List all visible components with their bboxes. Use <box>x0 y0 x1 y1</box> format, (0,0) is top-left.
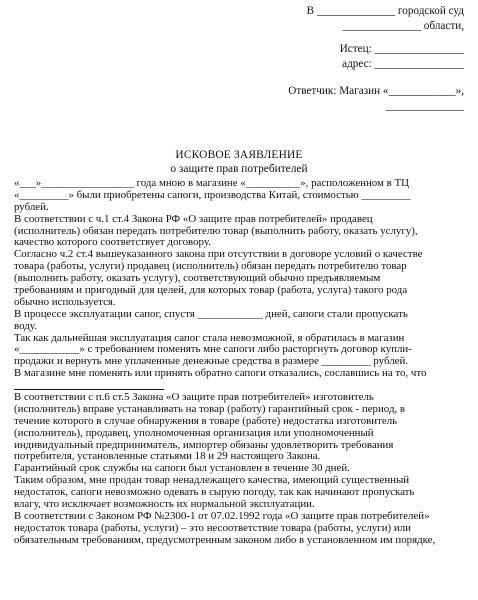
body-line: продажи и вернуть мне уплаченные денежные средства в размере _________ рублей. <box>14 355 409 368</box>
respondent-tail-line: ______________ <box>385 100 464 112</box>
body-line: (исполнитель) вправе устанавливать на товар (работу) гарантийный срок - период, в <box>14 402 406 415</box>
address-line: адрес: ________________ <box>342 58 464 70</box>
body-line: «_________» были приобретены сапоги, производства Китай, стоимостью _________ <box>14 188 411 201</box>
body-line: «___»_________________ года мною в магазине «__________», расположенном в ТЦ <box>14 177 410 189</box>
body-line: товара (работы, услуги) продавец (исполнитель) обязан передать потребителю товар <box>14 260 407 273</box>
body-line: Согласно ч.2 ст.4 вышеуказанного закона при отсутствии в договоре условий о качестве <box>14 248 423 261</box>
body-line: В магазине мне поменять или принять обратно сапоги отказались, сославшись на то, что <box>14 367 427 380</box>
body-line: недостаток товара (работы, услуги) – это несоответствие товара (работы, услуги) или <box>14 521 411 534</box>
body-line: обычно используется. <box>14 295 116 308</box>
body-line: течение которого в случае обнаружения в товаре (работе) недостатка изготовитель <box>14 414 398 427</box>
body-line: В соответствии с п.6 ст.5 Закона «О защите прав потребителей» изготовитель <box>14 391 374 404</box>
court-line-1: В ______________ городской суд <box>306 5 464 17</box>
respondent-line: Ответчик: Магазин «____________», <box>288 85 464 97</box>
body-line: Так как дальнейшая эксплуатация сапог стала невозможной, я обратилась в магазин <box>14 331 405 344</box>
body-line: влагу, что исключает возможность их нормальной эксплуатации. <box>14 498 315 511</box>
blank-fill-line <box>14 380 466 392</box>
document-title: ИСКОВОЕ ЗАЯВЛЕНИЕ <box>175 149 303 161</box>
body-line: (исполнитель), продавец, уполномоченная организация или уполномоченный <box>14 426 374 439</box>
body-line: обязательным требованиям, предусмотренным законом либо в установленном им порядке, <box>14 533 436 546</box>
body-line: Таким образом, мне продан товар ненадлежащего качества, имеющий существенный <box>14 474 410 487</box>
court-line-2: ______________ области, <box>342 20 464 32</box>
body-line: Гарантийный срок службы на сапоги был установлен в течение 30 дней. <box>14 462 350 475</box>
body-line: качество которого соответствует договору. <box>14 236 211 249</box>
body-line: требованиям и пригодный для целей, для которых товар (работа, услуга) такого рода <box>14 284 408 297</box>
body-line: (исполнитель) обязан передать потребителю товар (выполнить работу, оказать услугу), <box>14 224 418 237</box>
body-line: недостаток, сапоги невозможно одевать в сырую погоду, так как начинают пропускать <box>14 486 415 499</box>
body-line: В соответствии с Законом РФ №2300-1 от 07.02.1992 года «О защите прав потребителей» <box>14 509 430 522</box>
body-line: воду. <box>14 319 37 332</box>
body-line: потребителя, установленные статьями 18 и 29 настоящего Закона. <box>14 450 321 463</box>
body-line: В соответствии с ч.1 ст.4 Закона РФ «О защите прав потребителей» продавец <box>14 212 373 225</box>
body-line: «___________» с требованием поменять мне сапоги либо расторгнуть договор купли- <box>14 343 412 356</box>
plaintiff-line: Истец: ________________ <box>339 43 464 55</box>
fill-in-rule <box>14 389 164 390</box>
body-line: рублей. <box>14 200 49 213</box>
body-line: В процессе эксплуатации сапог, спустя ____________ дней, сапоги стали пропускать <box>14 307 408 320</box>
body-line: индивидуальный предприниматель, импортер обязаны удовлетворить требования <box>14 438 394 451</box>
document-body <box>14 178 466 547</box>
body-line: (выполнить работу, оказать услугу), соответствующий обычно предъявляемым <box>14 272 381 285</box>
document-subtitle: о защите прав потребителей <box>170 163 308 175</box>
